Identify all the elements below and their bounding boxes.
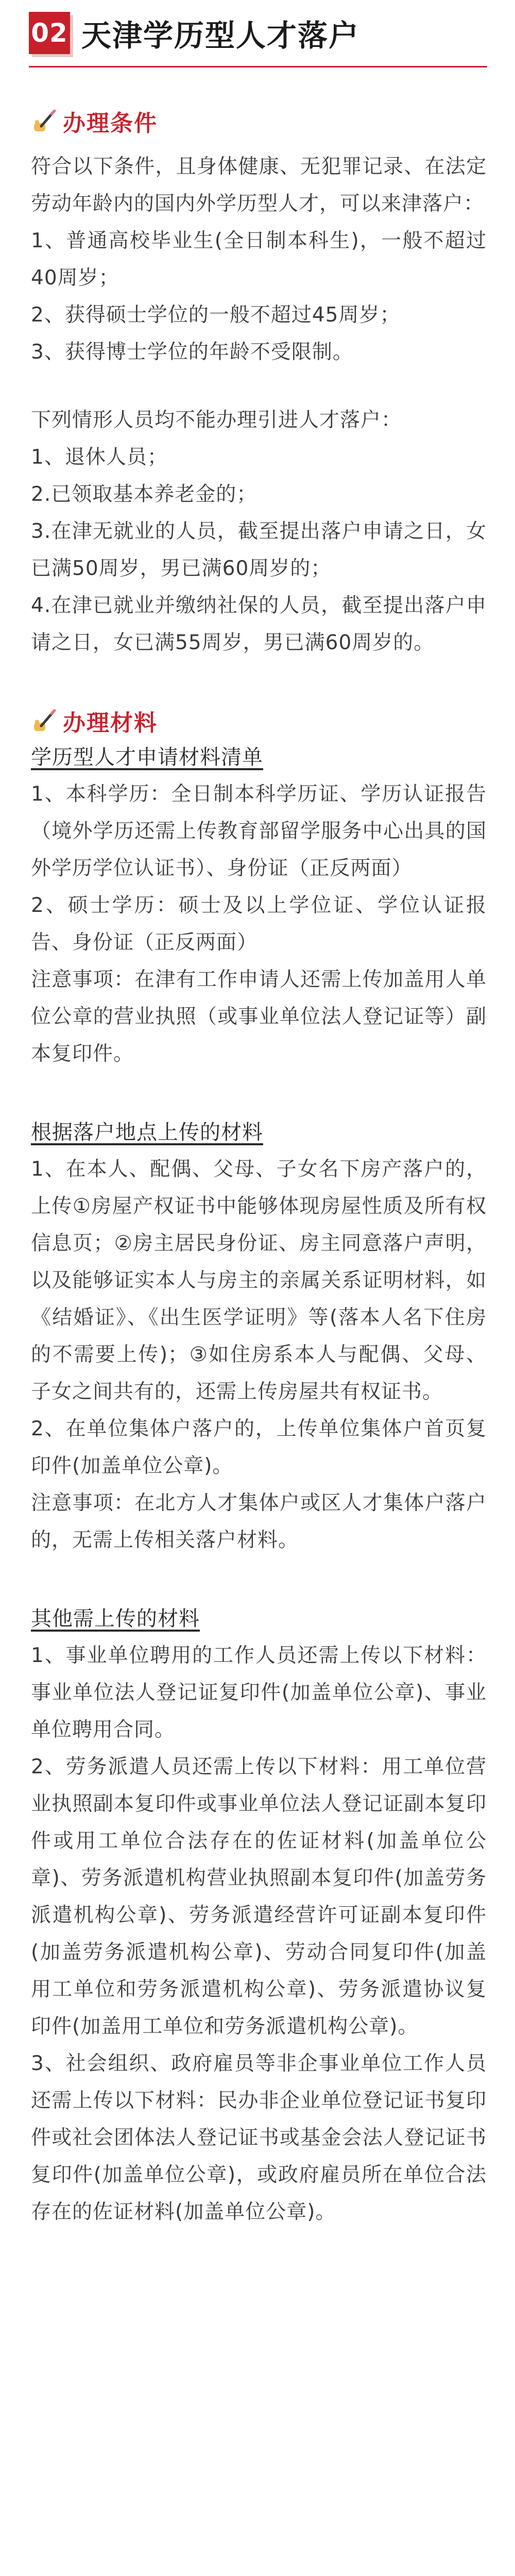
materials-list-title: 学历型人才申请材料清单 [31, 745, 263, 769]
location-materials-title: 根据落户地点上传的材料 [31, 1121, 263, 1144]
other-materials-item: 2、劳务派遣人员还需上传以下材料：用工单位营业执照副本复印件或事业单位法人登记证副本复印件或用工单位合法存在的佐证材料(加盖单位公章)、劳务派遣机构营业执照副本复印件(加盖劳务派遣机构公章)、劳务派遣经营许可证副本复印件(加盖劳务派遣机构公章)、劳动合同复印件(加盖用工单位和劳务派遣机构公章)、劳务派遣协议复印件(加盖用工单位和劳务派遣机构公章)。 [31, 1755, 487, 2038]
materials-list-item: 1、本科学历：全日制本科学历证、学历认证报告（境外学历还需上传教育部留学服务中心出具的国外学历学位认证书）、身份证（正反两面） [31, 783, 487, 880]
other-materials-title: 其他需上传的材料 [31, 1607, 200, 1631]
conditions-paragraph: 1、普通高校毕业生(全日制本科生)，一般不超过40周岁； [31, 229, 487, 290]
writing-hand-icon [31, 108, 58, 134]
materials-heading [31, 703, 487, 739]
exclusion-paragraph: 2.已领取基本养老金的； [31, 483, 258, 506]
materials-list-item: 注意事项：在津有工作申请人还需上传加盖用人单位公章的营业执照（或事业单位法人登记证等）副本复印件。 [31, 968, 487, 1065]
conditions-paragraph: 符合以下条件，且身体健康、无犯罪记录、在法定劳动年龄内的国内外学历型人才，可以来津落户： [31, 155, 487, 215]
location-materials-item: 1、在本人、配偶、父母、子女名下房产落户的，上传①房屋产权证书中能够体现房屋性质及所有权信息页；②房主居民身份证、房主同意落户声明，以及能够证实本人与房主的亲属关系证明材料，如《结婚证》、《出生医学证明》等(落本人名下住房的不需要上传)；③如住房系本人与配偶、父母、子女之间共有的，还需上传房屋共有权证书。 [31, 1158, 487, 1403]
section-header [29, 0, 487, 66]
section-number-badge: 02 [29, 12, 70, 54]
exclusion-paragraph: 3.在津无就业的人员，截至提出落户申请之日，女已满50周岁，男已满60周岁的； [31, 520, 487, 580]
writing-hand-icon [31, 707, 58, 734]
other-materials-item: 1、事业单位聘用的工作人员还需上传以下材料：事业单位法人登记证复印件(加盖单位公章)、事业单位聘用合同。 [31, 1644, 487, 1741]
conditions-paragraph: 3、获得博士学位的年龄不受限制。 [31, 341, 353, 364]
section-title: 天津学历型人才落户 [81, 18, 360, 53]
location-materials-item: 2、在单位集体户落户的，上传单位集体户首页复印件(加盖单位公章)。 [31, 1417, 487, 1478]
exclusion-paragraph: 1、退休人员； [31, 446, 168, 469]
article-content [31, 103, 487, 2231]
section-divider [29, 66, 487, 67]
materials-list-item: 2、硕士学历：硕士及以上学位证、学位认证报告、身份证（正反两面） [31, 894, 487, 954]
conditions-heading-label: 办理条件 [63, 110, 158, 137]
exclusion-paragraph: 下列情形人员均不能办理引进人才落户： [31, 409, 402, 432]
location-materials-item: 注意事项：在北方人才集体户或区人才集体户落户的，无需上传相关落户材料。 [31, 1492, 487, 1552]
exclusion-paragraph: 4.在津已就业并缴纳社保的人员，截至提出落户申请之日，女已满55周岁，男已满60周岁的。 [31, 594, 487, 654]
conditions-paragraph: 2、获得硕士学位的一般不超过45周岁； [31, 303, 401, 327]
other-materials-item: 3、社会组织、政府雇员等非企事业单位工作人员还需上传以下材料：民办非企业单位登记证书复印件或社会团体法人登记证书或基金会法人登记证书复印件(加盖单位公章)，或政府雇员所在单位合法存在的佐证材料(加盖单位公章)。 [31, 2052, 487, 2224]
materials-heading-label: 办理材料 [63, 710, 158, 736]
conditions-heading [31, 103, 487, 139]
